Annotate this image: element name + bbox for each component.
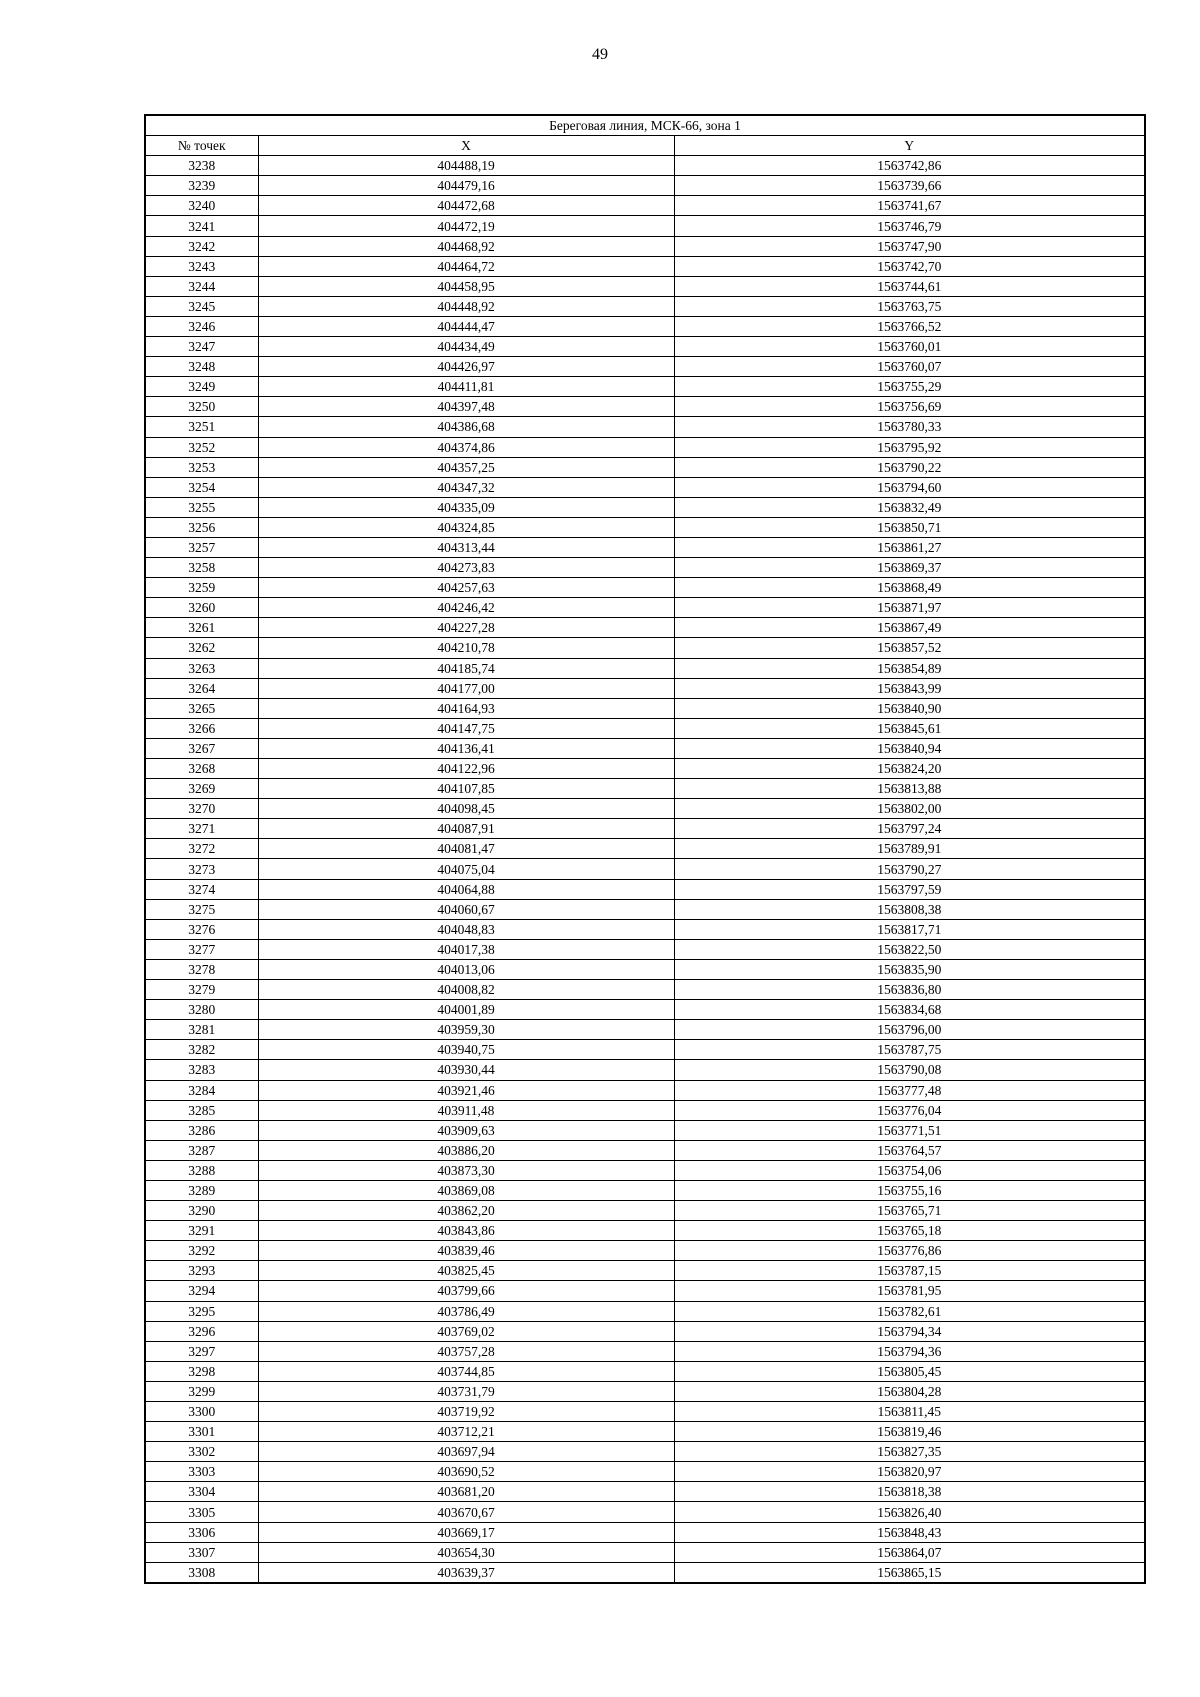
x-cell: 403921,46 (258, 1080, 674, 1100)
point-number-cell: 3287 (145, 1140, 258, 1160)
x-cell: 403719,92 (258, 1402, 674, 1422)
table-row (145, 1341, 1145, 1361)
y-cell: 1563776,86 (674, 1241, 1145, 1261)
header-point-number: № точек (145, 136, 258, 156)
point-number-cell: 3256 (145, 517, 258, 537)
point-number-cell: 3290 (145, 1201, 258, 1221)
table-row (145, 698, 1145, 718)
y-cell: 1563780,33 (674, 417, 1145, 437)
point-number-cell: 3266 (145, 718, 258, 738)
y-cell: 1563808,38 (674, 899, 1145, 919)
point-number-cell: 3298 (145, 1361, 258, 1381)
table-row (145, 1201, 1145, 1221)
x-cell: 403862,20 (258, 1201, 674, 1221)
point-number-cell: 3275 (145, 899, 258, 919)
table-row (145, 1422, 1145, 1442)
table-row (145, 1361, 1145, 1381)
point-number-cell: 3305 (145, 1502, 258, 1522)
table-row (145, 1180, 1145, 1200)
point-number-cell: 3238 (145, 156, 258, 176)
table-row (145, 397, 1145, 417)
table-row (145, 337, 1145, 357)
point-number-cell: 3285 (145, 1100, 258, 1120)
point-number-cell: 3279 (145, 980, 258, 1000)
point-number-cell: 3289 (145, 1180, 258, 1200)
point-number-cell: 3297 (145, 1341, 258, 1361)
table-row (145, 296, 1145, 316)
point-number-cell: 3241 (145, 216, 258, 236)
y-cell: 1563867,49 (674, 618, 1145, 638)
y-cell: 1563755,16 (674, 1180, 1145, 1200)
table-row (145, 1160, 1145, 1180)
table-row (145, 216, 1145, 236)
table-row (145, 598, 1145, 618)
point-number-cell: 3304 (145, 1482, 258, 1502)
table-row (145, 839, 1145, 859)
point-number-cell: 3284 (145, 1080, 258, 1100)
table-row (145, 1100, 1145, 1120)
table-row (145, 537, 1145, 557)
table-row (145, 1281, 1145, 1301)
table-row (145, 1482, 1145, 1502)
x-cell: 404098,45 (258, 799, 674, 819)
point-number-cell: 3250 (145, 397, 258, 417)
y-cell: 1563794,60 (674, 477, 1145, 497)
point-number-cell: 3301 (145, 1422, 258, 1442)
x-cell: 403712,21 (258, 1422, 674, 1442)
y-cell: 1563789,91 (674, 839, 1145, 859)
point-number-cell: 3254 (145, 477, 258, 497)
x-cell: 403731,79 (258, 1381, 674, 1401)
x-cell: 404075,04 (258, 859, 674, 879)
y-cell: 1563742,86 (674, 156, 1145, 176)
table-row (145, 799, 1145, 819)
x-cell: 404013,06 (258, 959, 674, 979)
x-cell: 403639,37 (258, 1562, 674, 1583)
y-cell: 1563822,50 (674, 939, 1145, 959)
y-cell: 1563819,46 (674, 1422, 1145, 1442)
x-cell: 403825,45 (258, 1261, 674, 1281)
y-cell: 1563765,71 (674, 1201, 1145, 1221)
x-cell: 403681,20 (258, 1482, 674, 1502)
table-row (145, 457, 1145, 477)
y-cell: 1563796,00 (674, 1020, 1145, 1040)
y-cell: 1563782,61 (674, 1301, 1145, 1321)
point-number-cell: 3263 (145, 658, 258, 678)
table-row (145, 256, 1145, 276)
point-number-cell: 3246 (145, 316, 258, 336)
point-number-cell: 3296 (145, 1321, 258, 1341)
point-number-cell: 3291 (145, 1221, 258, 1241)
table-row (145, 357, 1145, 377)
table-row (145, 236, 1145, 256)
table-row (145, 1140, 1145, 1160)
y-cell: 1563747,90 (674, 236, 1145, 256)
x-cell: 403959,30 (258, 1020, 674, 1040)
table-row (145, 859, 1145, 879)
point-number-cell: 3306 (145, 1522, 258, 1542)
y-cell: 1563763,75 (674, 296, 1145, 316)
point-number-cell: 3282 (145, 1040, 258, 1060)
y-cell: 1563813,88 (674, 779, 1145, 799)
table-row (145, 959, 1145, 979)
table-row (145, 879, 1145, 899)
x-cell: 403911,48 (258, 1100, 674, 1120)
x-cell: 404273,83 (258, 558, 674, 578)
x-cell: 404347,32 (258, 477, 674, 497)
table-row (145, 417, 1145, 437)
x-cell: 404374,86 (258, 437, 674, 457)
y-cell: 1563869,37 (674, 558, 1145, 578)
point-number-cell: 3242 (145, 236, 258, 256)
y-cell: 1563790,22 (674, 457, 1145, 477)
table-row (145, 980, 1145, 1000)
point-number-cell: 3274 (145, 879, 258, 899)
point-number-cell: 3265 (145, 698, 258, 718)
y-cell: 1563741,67 (674, 196, 1145, 216)
table-row (145, 497, 1145, 517)
table-row (145, 176, 1145, 196)
table-row (145, 939, 1145, 959)
x-cell: 403690,52 (258, 1462, 674, 1482)
x-cell: 404324,85 (258, 517, 674, 537)
x-cell: 404411,81 (258, 377, 674, 397)
y-cell: 1563824,20 (674, 759, 1145, 779)
point-number-cell: 3244 (145, 276, 258, 296)
point-number-cell: 3257 (145, 537, 258, 557)
point-number-cell: 3262 (145, 638, 258, 658)
y-cell: 1563834,68 (674, 1000, 1145, 1020)
table-row (145, 1261, 1145, 1281)
y-cell: 1563840,94 (674, 738, 1145, 758)
x-cell: 404060,67 (258, 899, 674, 919)
y-cell: 1563802,00 (674, 799, 1145, 819)
table-row (145, 1060, 1145, 1080)
x-cell: 404210,78 (258, 638, 674, 658)
x-cell: 403786,49 (258, 1301, 674, 1321)
x-cell: 404185,74 (258, 658, 674, 678)
point-number-cell: 3268 (145, 759, 258, 779)
x-cell: 403654,30 (258, 1542, 674, 1562)
point-number-cell: 3273 (145, 859, 258, 879)
y-cell: 1563754,06 (674, 1160, 1145, 1180)
x-cell: 403744,85 (258, 1361, 674, 1381)
point-number-cell: 3249 (145, 377, 258, 397)
y-cell: 1563790,08 (674, 1060, 1145, 1080)
table-row (145, 1522, 1145, 1542)
y-cell: 1563805,45 (674, 1361, 1145, 1381)
table-title-row (145, 115, 1145, 136)
table-row (145, 276, 1145, 296)
point-number-cell: 3248 (145, 357, 258, 377)
x-cell: 404048,83 (258, 919, 674, 939)
point-number-cell: 3259 (145, 578, 258, 598)
x-cell: 404246,42 (258, 598, 674, 618)
y-cell: 1563744,61 (674, 276, 1145, 296)
point-number-cell: 3294 (145, 1281, 258, 1301)
y-cell: 1563804,28 (674, 1381, 1145, 1401)
y-cell: 1563766,52 (674, 316, 1145, 336)
table-row (145, 1040, 1145, 1060)
point-number-cell: 3283 (145, 1060, 258, 1080)
point-number-cell: 3293 (145, 1261, 258, 1281)
y-cell: 1563845,61 (674, 718, 1145, 738)
table-row (145, 437, 1145, 457)
y-cell: 1563776,04 (674, 1100, 1145, 1120)
x-cell: 404136,41 (258, 738, 674, 758)
x-cell: 404147,75 (258, 718, 674, 738)
x-cell: 403843,86 (258, 1221, 674, 1241)
table-row (145, 1502, 1145, 1522)
table-row (145, 1442, 1145, 1462)
x-cell: 404468,92 (258, 236, 674, 256)
y-cell: 1563818,38 (674, 1482, 1145, 1502)
table-row (145, 618, 1145, 638)
point-number-cell: 3276 (145, 919, 258, 939)
x-cell: 404227,28 (258, 618, 674, 638)
table-row (145, 678, 1145, 698)
table-body (145, 156, 1145, 1583)
point-number-cell: 3295 (145, 1301, 258, 1321)
y-cell: 1563832,49 (674, 497, 1145, 517)
table-row (145, 1120, 1145, 1140)
y-cell: 1563848,43 (674, 1522, 1145, 1542)
table-row (145, 1000, 1145, 1020)
y-cell: 1563787,15 (674, 1261, 1145, 1281)
table-row (145, 1241, 1145, 1261)
point-number-cell: 3264 (145, 678, 258, 698)
point-number-cell: 3288 (145, 1160, 258, 1180)
x-cell: 404087,91 (258, 819, 674, 839)
y-cell: 1563854,89 (674, 658, 1145, 678)
point-number-cell: 3243 (145, 256, 258, 276)
header-x: X (258, 136, 674, 156)
table-row (145, 377, 1145, 397)
y-cell: 1563857,52 (674, 638, 1145, 658)
x-cell: 403769,02 (258, 1321, 674, 1341)
x-cell: 403799,66 (258, 1281, 674, 1301)
x-cell: 404397,48 (258, 397, 674, 417)
point-number-cell: 3258 (145, 558, 258, 578)
point-number-cell: 3281 (145, 1020, 258, 1040)
point-number-cell: 3302 (145, 1442, 258, 1462)
y-cell: 1563797,24 (674, 819, 1145, 839)
x-cell: 403670,67 (258, 1502, 674, 1522)
point-number-cell: 3272 (145, 839, 258, 859)
x-cell: 404444,47 (258, 316, 674, 336)
point-number-cell: 3245 (145, 296, 258, 316)
table-row (145, 1381, 1145, 1401)
table-row (145, 1402, 1145, 1422)
point-number-cell: 3261 (145, 618, 258, 638)
x-cell: 403669,17 (258, 1522, 674, 1542)
x-cell: 404479,16 (258, 176, 674, 196)
point-number-cell: 3307 (145, 1542, 258, 1562)
y-cell: 1563760,07 (674, 357, 1145, 377)
x-cell: 404472,68 (258, 196, 674, 216)
table-row (145, 718, 1145, 738)
table-row (145, 517, 1145, 537)
y-cell: 1563746,79 (674, 216, 1145, 236)
point-number-cell: 3280 (145, 1000, 258, 1020)
table-row (145, 658, 1145, 678)
table-row (145, 1462, 1145, 1482)
point-number-cell: 3267 (145, 738, 258, 758)
y-cell: 1563817,71 (674, 919, 1145, 939)
x-cell: 403757,28 (258, 1341, 674, 1361)
x-cell: 404335,09 (258, 497, 674, 517)
x-cell: 404257,63 (258, 578, 674, 598)
y-cell: 1563836,80 (674, 980, 1145, 1000)
point-number-cell: 3260 (145, 598, 258, 618)
point-number-cell: 3308 (145, 1562, 258, 1583)
x-cell: 404386,68 (258, 417, 674, 437)
table-row (145, 156, 1145, 176)
table-header-row (145, 136, 1145, 156)
y-cell: 1563790,27 (674, 859, 1145, 879)
x-cell: 404357,25 (258, 457, 674, 477)
y-cell: 1563756,69 (674, 397, 1145, 417)
x-cell: 404464,72 (258, 256, 674, 276)
table-row (145, 196, 1145, 216)
y-cell: 1563781,95 (674, 1281, 1145, 1301)
y-cell: 1563811,45 (674, 1402, 1145, 1422)
point-number-cell: 3278 (145, 959, 258, 979)
point-number-cell: 3239 (145, 176, 258, 196)
y-cell: 1563871,97 (674, 598, 1145, 618)
x-cell: 404001,89 (258, 1000, 674, 1020)
point-number-cell: 3299 (145, 1381, 258, 1401)
y-cell: 1563835,90 (674, 959, 1145, 979)
point-number-cell: 3251 (145, 417, 258, 437)
y-cell: 1563840,90 (674, 698, 1145, 718)
table-row (145, 779, 1145, 799)
y-cell: 1563820,97 (674, 1462, 1145, 1482)
x-cell: 404488,19 (258, 156, 674, 176)
header-y: Y (674, 136, 1145, 156)
x-cell: 404164,93 (258, 698, 674, 718)
y-cell: 1563760,01 (674, 337, 1145, 357)
table-row (145, 1321, 1145, 1341)
table-row (145, 738, 1145, 758)
y-cell: 1563755,29 (674, 377, 1145, 397)
x-cell: 403886,20 (258, 1140, 674, 1160)
table-row (145, 1562, 1145, 1583)
x-cell: 404426,97 (258, 357, 674, 377)
y-cell: 1563827,35 (674, 1442, 1145, 1462)
point-number-cell: 3269 (145, 779, 258, 799)
y-cell: 1563777,48 (674, 1080, 1145, 1100)
x-cell: 404064,88 (258, 879, 674, 899)
point-number-cell: 3303 (145, 1462, 258, 1482)
table-row (145, 1542, 1145, 1562)
x-cell: 403869,08 (258, 1180, 674, 1200)
y-cell: 1563742,70 (674, 256, 1145, 276)
point-number-cell: 3286 (145, 1120, 258, 1140)
point-number-cell: 3270 (145, 799, 258, 819)
point-number-cell: 3247 (145, 337, 258, 357)
x-cell: 403697,94 (258, 1442, 674, 1462)
x-cell: 404081,47 (258, 839, 674, 859)
x-cell: 403940,75 (258, 1040, 674, 1060)
table-row (145, 1301, 1145, 1321)
y-cell: 1563868,49 (674, 578, 1145, 598)
x-cell: 404472,19 (258, 216, 674, 236)
y-cell: 1563771,51 (674, 1120, 1145, 1140)
table-row (145, 1080, 1145, 1100)
y-cell: 1563865,15 (674, 1562, 1145, 1583)
table-row (145, 638, 1145, 658)
y-cell: 1563765,18 (674, 1221, 1145, 1241)
x-cell: 404448,92 (258, 296, 674, 316)
page-number: 49 (592, 46, 608, 63)
table-row (145, 578, 1145, 598)
point-number-cell: 3255 (145, 497, 258, 517)
y-cell: 1563764,57 (674, 1140, 1145, 1160)
point-number-cell: 3300 (145, 1402, 258, 1422)
x-cell: 404008,82 (258, 980, 674, 1000)
x-cell: 404122,96 (258, 759, 674, 779)
y-cell: 1563797,59 (674, 879, 1145, 899)
x-cell: 403873,30 (258, 1160, 674, 1180)
coordinates-table (144, 114, 1146, 1584)
y-cell: 1563739,66 (674, 176, 1145, 196)
x-cell: 403909,63 (258, 1120, 674, 1140)
point-number-cell: 3240 (145, 196, 258, 216)
x-cell: 404458,95 (258, 276, 674, 296)
x-cell: 403930,44 (258, 1060, 674, 1080)
y-cell: 1563864,07 (674, 1542, 1145, 1562)
table-row (145, 919, 1145, 939)
y-cell: 1563850,71 (674, 517, 1145, 537)
point-number-cell: 3292 (145, 1241, 258, 1261)
x-cell: 404177,00 (258, 678, 674, 698)
y-cell: 1563795,92 (674, 437, 1145, 457)
x-cell: 404017,38 (258, 939, 674, 959)
x-cell: 404313,44 (258, 537, 674, 557)
table-row (145, 316, 1145, 336)
point-number-cell: 3252 (145, 437, 258, 457)
table-row (145, 1221, 1145, 1241)
table-row (145, 1020, 1145, 1040)
point-number-cell: 3277 (145, 939, 258, 959)
table-row (145, 759, 1145, 779)
table-row (145, 477, 1145, 497)
y-cell: 1563861,27 (674, 537, 1145, 557)
table-title: Береговая линия, МСК-66, зона 1 (145, 115, 1145, 136)
table-row (145, 558, 1145, 578)
x-cell: 404434,49 (258, 337, 674, 357)
y-cell: 1563843,99 (674, 678, 1145, 698)
y-cell: 1563826,40 (674, 1502, 1145, 1522)
table-row (145, 819, 1145, 839)
y-cell: 1563787,75 (674, 1040, 1145, 1060)
x-cell: 404107,85 (258, 779, 674, 799)
point-number-cell: 3271 (145, 819, 258, 839)
y-cell: 1563794,34 (674, 1321, 1145, 1341)
x-cell: 403839,46 (258, 1241, 674, 1261)
point-number-cell: 3253 (145, 457, 258, 477)
y-cell: 1563794,36 (674, 1341, 1145, 1361)
table-row (145, 899, 1145, 919)
